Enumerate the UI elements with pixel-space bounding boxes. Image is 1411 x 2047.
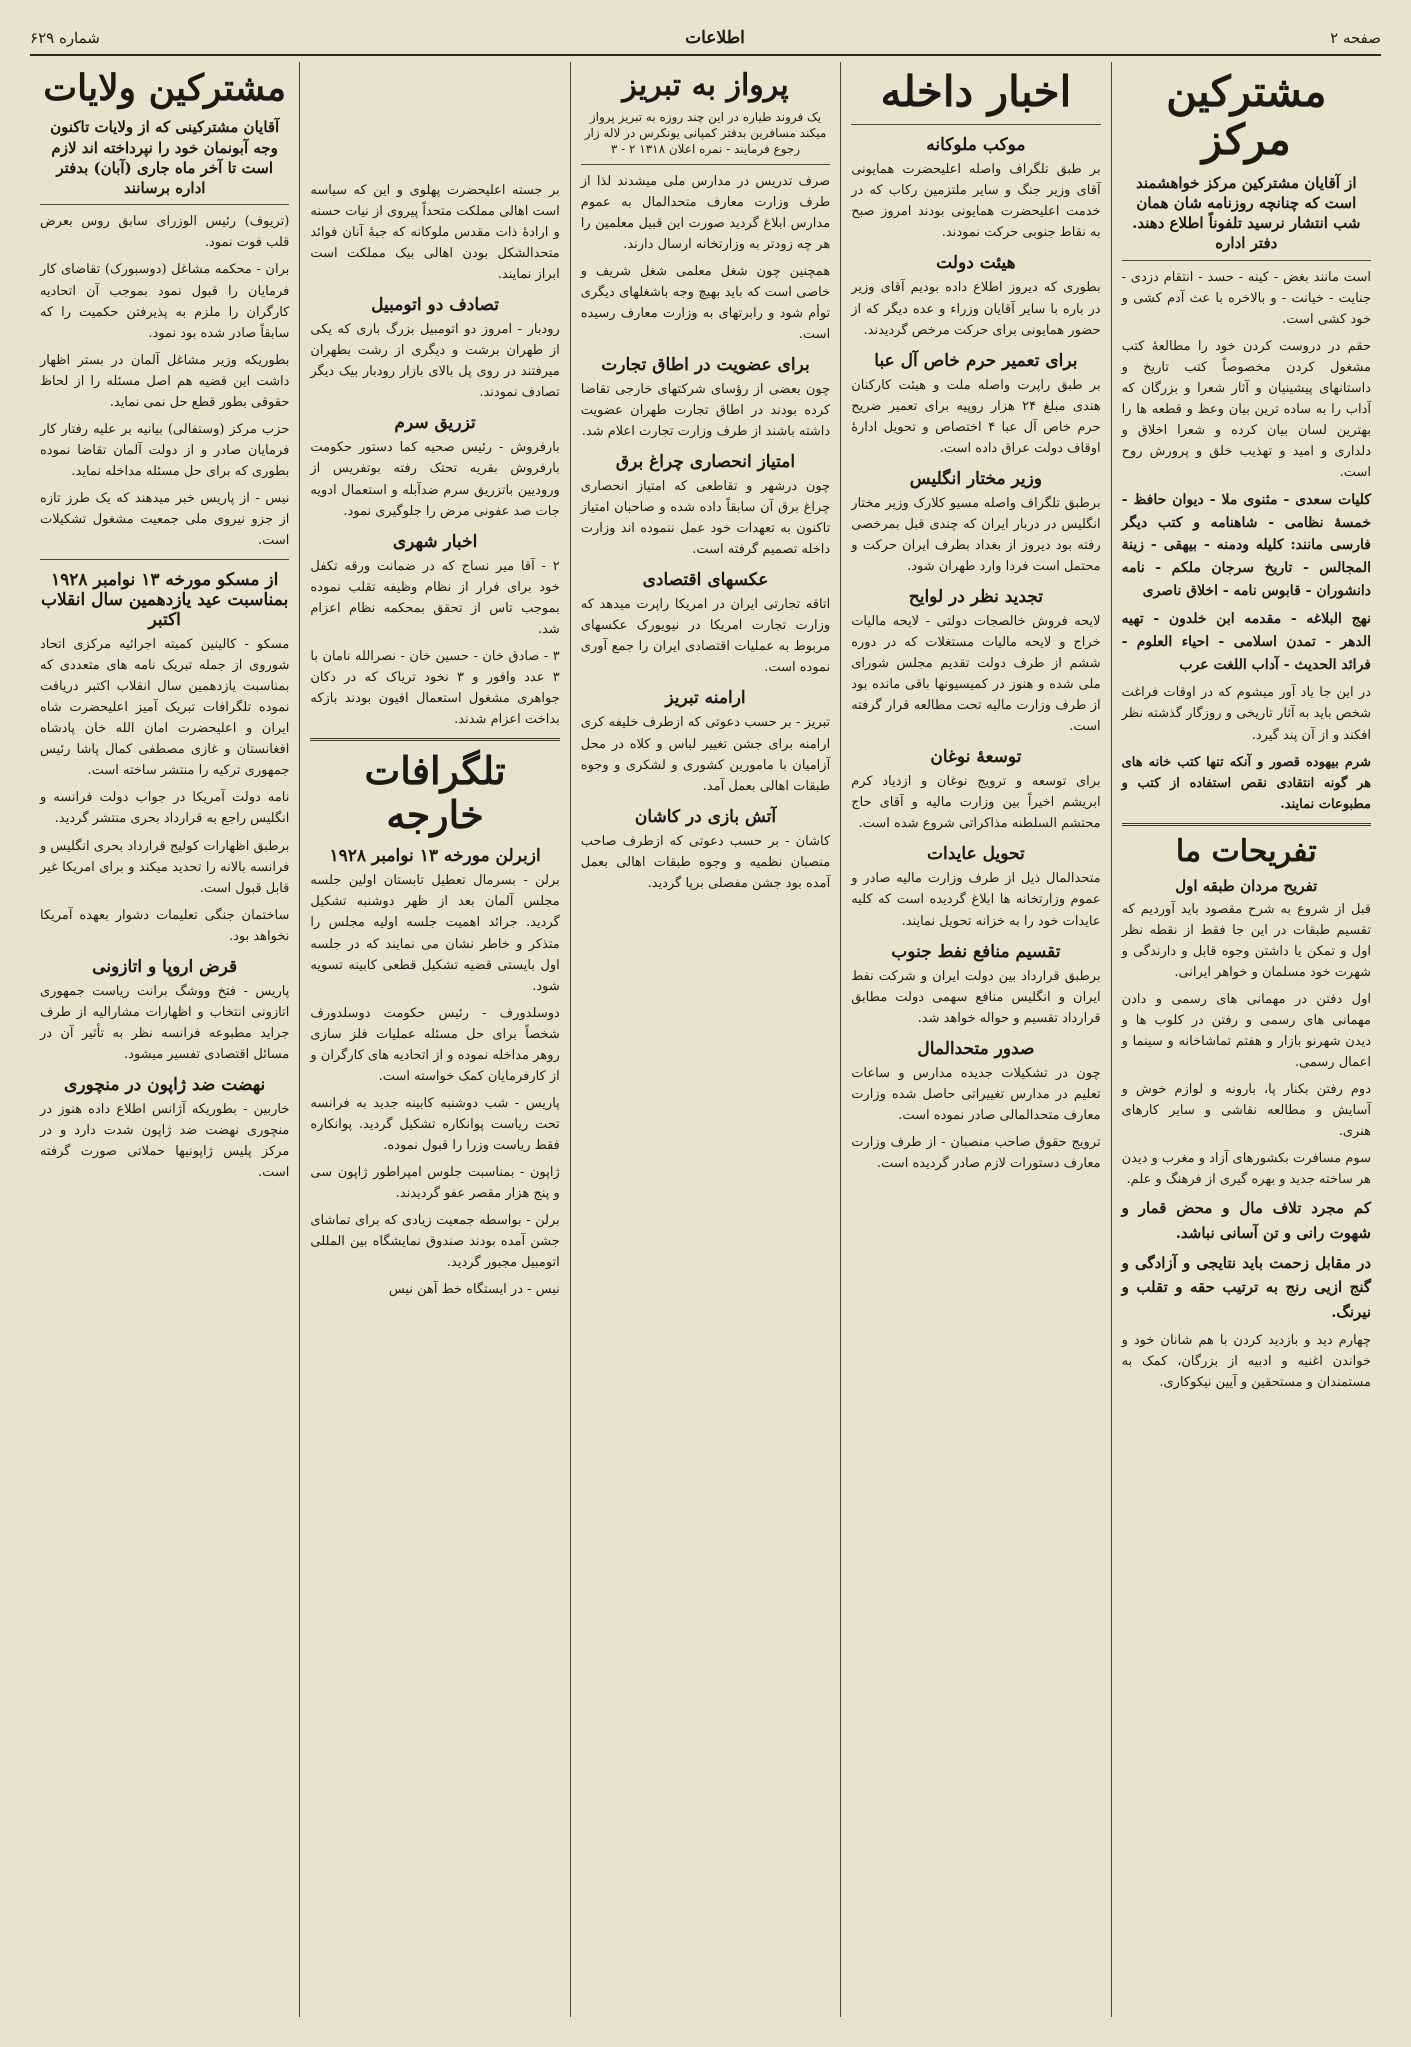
- subheading: برای تعمیر حرم خاص آل عبا: [874, 350, 1078, 371]
- article-paragraph: بارفروش - رئیس صحیه کما دستور حکومت بارفروش بقریه تحتک رفته بوتفریس از ورودیین باتزریق سرم ضدآبله و استعمال ادویه جات صد عفونی مرض را جلوگیری نمود.: [310, 440, 560, 519]
- article-paragraph: برای توسعه و ترویج نوغان و ازدیاد کرم ابریشم اخیراً بین وزارت مالیه و آقای حاج محتشم السلطنه مذاکراتی شروع شده است.: [851, 774, 1101, 832]
- article-paragraph: برلن - بسرمال تعطیل تابستان اولین جلسه مجلس آلمان بعد از ظهر دوشنبه تشکیل گردید. جرائد اهمیت جلسه اولیه مجلس را متذکر و خاطر نشان می نمایند که در جلسه اول بایستی قضیه تشکیل قطعی کابینه تسویه شود.: [310, 873, 560, 994]
- subheading: از مسکو مورخه ۱۳ نوامبر ۱۹۲۸ بمناسبت عید یازدهمین سال انقلاب اکتبر: [41, 570, 289, 631]
- article-paragraph: تبریز - بر حسب دعوتی که ازطرف خلیفه کری ارامنه برای جشن تغییر لباس و کلاه در محل آزامیان با مامورین کشوری و لشکری و وجوه طبقات اهالی بعمل آمد.: [580, 715, 831, 794]
- notice-central-subscribers: از آقایان مشترکین مرکز خواهشمند است که چنانچه روزنامه شان همان شب انتشار نرسید تلفوناً اطلاع دهند. دفتر اداره: [1122, 173, 1371, 261]
- article-paragraph: بطوری که دیروز اطلاع داده بودیم آقای وزیر در باره با سایر آقایان وزراء و عده دیگر که از حضور همایونی برای حرکت مرخص گردیدند.: [851, 280, 1101, 338]
- divider: [1122, 823, 1371, 826]
- article-paragraph: حزب مرکز (وستفالی) بیانیه بر علیه رفتار کار فرمایان صادر و از دولت آلمان تقاضا نموده بطوری که برای حل مسئله مداخله نماید.: [39, 421, 290, 479]
- article-paragraph: چون درشهر و تقاطعی که امتیاز انحصاری چراغ برق آن سابقاً داده شده و صاحبان امتیاز تاکنون به تعهدات خود عمل ننموده اند وزارت داخله تصمیم گرفته است.: [580, 479, 831, 558]
- subheading: موکب ملوکانه: [926, 135, 1026, 156]
- article-paragraph: لایحه فروش خالصجات دولتی - لایحه مالیات خراج و لایحه مالیات مستغلات که در دوره ششم از طرف دولت تقدیم مجلس شورای ملی شده و هنوز در کمیسیونها باقی مانده بود از طرف وزارت مالیه تحت مطالعه قرار گرفته است.: [851, 614, 1101, 735]
- article-paragraph: نیس - در ایستگاه خط آهن نیس: [388, 1282, 560, 1298]
- article-paragraph: اول دفتن در مهمانی های رسمی و دادن مهمانی های رسمی و رفتن در کلوب ها و دیدن شهرنو بازار و هفتم تماشاخانه و سینما و اعمال رسمی.: [1121, 991, 1371, 1071]
- article-paragraph: بطوریکه وزیر مشاغل آلمان در بستر اظهار داشت این قضیه هم اصل مسئله را از لحاظ حقوقی بطور قطع حل نمی نماید.: [39, 352, 290, 410]
- article-paragraph: چهارم دید و بازدید کردن با هم شانان خود و خواندن اغنیه و ادبیه از بزرگان، کمک به مستمندان و مستحقین و آیین نیکوکاری.: [1121, 1332, 1371, 1390]
- column-1: [1111, 62, 1381, 2017]
- subheading: ارامنه تبریز: [665, 688, 746, 709]
- article-paragraph: بر طبق تلگراف واصله اعلیحضرت همایونی آقای وزیر جنگ و سایر ملتزمین رکاب که در خدمت اعلیحضرت همایونی بودند امروز صبح به نقاط جنوبی حرکت نمودند.: [851, 162, 1101, 241]
- article-paragraph: مسکو - کالینین کمیته اجرائیه مرکزی اتحاد شوروی از جمله تبریک نامه های متعددی که بمناسبت یازدهمین سال انقلاب اکتبر دریافت نموده تلگرافات تبریک آمیز اعلیحضرت شاه ایران و اعلیحضرت امان الله خان پادشاه افغانستان و غازی مصطفی کمال پاشا رئیس جمهوری ترکیه را منتشر ساخته است.: [39, 637, 290, 779]
- article-paragraph: نیس - از پاریس خبر میدهند که یک طرز تازه از جزو نیروی ملی جمعیت مشغول تشکیلات است.: [39, 490, 290, 549]
- notice-provincial-subscribers: آقایان مشترکینی که از ولایات تاکنون وجه آبونمان خود را نپرداخته اند لازم است تا آخر ماه جاری (آبان) بدفتر اداره برسانند: [40, 117, 289, 205]
- masthead: [30, 22, 1381, 56]
- divider: [851, 124, 1100, 125]
- book-list: نهج البلاغه - مقدمه ابن خلدون - تهیه الدهر - تمدن اسلامی - احیاء العلوم - فرائد الحدیث - آداب اللغت عرب: [1121, 611, 1371, 673]
- article-paragraph: ترویج حقوق صاحب منصبان - از طرف وزارت معارف دستورات لازم صادر گردیده است.: [851, 1134, 1101, 1171]
- article-paragraph: قبل از شروع به شرح مقصود باید آوردیم که تقسیم طبقات در این جا فقط از نقطه نظر اول و تمکن یا داشتن وجوه قابل و دارندگی و شهرت خود مسلمان و خواهر ایرانی.: [1121, 901, 1371, 980]
- divider: [40, 559, 289, 560]
- column-3: [570, 62, 840, 2017]
- article-paragraph: برطبق اظهارات کولیج قرارداد بحری انگلیس و فرانسه بالانه را تحدید میکند و برای امریکا غیر قابل قبول است.: [39, 838, 290, 896]
- article-paragraph: حقم در دروست کردن خود را مطالعهٔ کتب مشغول کردن مخصوصاً کتب تاریخ و داستانهای پیشینیان و آثار شعرا و بزرگان که آداب را به ساده ترین بیان وعظ و قطعه ها را بهترین لسان بیان کرده و شعرا اخلاق و دلداری و امید و تهذیب خلق و پرورش روح است.: [1121, 338, 1371, 481]
- subheading: تقسیم منافع نفط جنوب: [891, 941, 1061, 962]
- article-paragraph: برلن - بواسطه جمعیت زیادی که برای تماشای جشن آمده بودند صندوق نمایشگاه بین المللی اتومبیل مجبور گردید.: [310, 1213, 560, 1271]
- subheading: هیئت دولت: [936, 253, 1016, 274]
- article-paragraph: همچنین چون شغل معلمی شغل شریف و خاصی است که باید بهیچ وجه باشغلهای دیگری توأم شود و رابرتهای به وزارت معارف رسیده است.: [580, 263, 831, 342]
- article-paragraph: نامه دولت آمریکا در جواب دولت فرانسه و انگلیس راجع به قرارداد بحری منتشر گردید.: [39, 790, 290, 827]
- headline-foreign-telegrams: تلگرافات خارجه: [364, 747, 506, 837]
- paper-name: اطلاعات: [685, 28, 745, 48]
- subheading: تحویل عایدات: [927, 844, 1025, 865]
- headline-provincial-subscribers: مشترکین ولایات: [43, 67, 287, 109]
- article-paragraph: بر طبق راپرت واصله ملت و هیئت کارکنان هندی مبلغ ۲۴ هزار روپیه برای تعمیر ضریح حرم خاص آل عبا ۴ اختصاص و تحویل ادارهٔ اوقاف دولت عراق داده است.: [851, 377, 1101, 456]
- article-paragraph: ۲ - آقا میر نساج که در ضمانت ورقه تکفل خود برای فرار از نظام وظیفه تقلب نموده بموجب تاس از تحقق بمحکمه نظام اعزام شد.: [310, 558, 560, 637]
- subheading: تفریح مردان طبقه اول: [1175, 876, 1318, 895]
- article-paragraph: بران - محکمه مشاغل (دوسبورک) تقاضای کار فرمایان را قبول نمود بموجب آن اتحادیه کارگران را ملزم به پذیرفتن حکمیت را که سابقاً صادر شده بود نمود.: [39, 262, 290, 341]
- article-paragraph: رودبار - امروز دو اتومبیل بزرگ باری که یکی از طهران برشت و دیگری از رشت بطهران میرفتند در روی پل بالای بازار رودبار بیک دیگر تصادف نمودند.: [310, 322, 560, 401]
- article-paragraph: دوم رفتن بکنار پا، بارونه و لوازم خوش و آسایش و مطالعه نقاشی و سایر کارهای هنری.: [1121, 1082, 1371, 1140]
- column-2: [840, 62, 1110, 2017]
- page-number: صفحه ۲: [1330, 29, 1381, 47]
- article-paragraph: برطبق قرارداد بین دولت ایران و شرکت نفط ایران و انگلیس منافع سهمی دولت مطابق قرارداد تقسیم و حواله خواهد شد.: [851, 968, 1101, 1026]
- book-list: کلیات سعدی - مثنوی ملا - دیوان حافظ - خمسهٔ نظامی - شاهنامه و کتب دیگر فارسی مانند: کلیله ودمنه - بیهقی - زینة المجالس - تاریخ سرجان ملکم - نامه دانشوران - قابوس نامه - اخلاق ناصری: [1121, 492, 1371, 599]
- article-paragraph: ساختمان جنگی تعلیمات دشوار بعهده آمریکا نخواهد بود.: [39, 907, 290, 944]
- divider: [310, 738, 559, 741]
- subheading: ازبرلن مورخه ۱۳ نوامبر ۱۹۲۸: [329, 846, 541, 867]
- column-5: [30, 62, 299, 2017]
- columns: [30, 62, 1381, 2017]
- subheading: تزریق سرم: [394, 413, 476, 434]
- subheading: توسعهٔ نوغان: [930, 747, 1022, 768]
- subheading: آتش بازی در کاشان: [634, 806, 777, 827]
- article-paragraph: پاریس - فتخ ووشگ برانت ریاست جمهوری اتازونی انتخاب و اظهارات مشارالیه از طرف جراید مطبوعه فرانسه نظر به تأثیر آن در مسائل اقتصادی تفسیر میشود.: [39, 983, 290, 1062]
- headline-central-subscribers: مشترکین مرکز: [1166, 67, 1327, 165]
- article-paragraph: دوسلدورف - رئیس حکومت دوسلدورف شخصاً برای حل مسئله عملیات فلز سازی روهر مداخله نموده و از اتحادیه های کارگران و از کارفرمایان کمک خواسته است.: [310, 1005, 560, 1084]
- article-paragraph: ۳ - صادق خان - حسین خان - نصرالله نامان با ۳ عدد وافور و ۳ نخود تریاک که در دکان جواهری مشغول استعمال افیون بودند بازکه بداخت اعزام شدند.: [310, 648, 560, 727]
- article-paragraph: (تریوف) رئیس الوزرای سابق روس بعرض قلب فوت نمود.: [39, 214, 290, 251]
- subheading: اخبار شهری: [392, 531, 478, 552]
- article-paragraph: ژاپون - بمناسبت جلوس امپراطور ژاپون سی و پنج هزار مقصر عفو گردیدند.: [310, 1164, 560, 1202]
- headline-domestic-news: اخبار داخله: [880, 67, 1072, 116]
- article-paragraph: سوم مسافرت بکشورهای آزاد و مغرب و دیدن هر ساخته جدید و بهره گیری از فرهنگ و علم.: [1121, 1151, 1371, 1188]
- article-paragraph: در مقابل زحمت باید نتایجی و آزادگی و گنج ازیی رنج به ترتیب حقه و تقلب و نیرنگ.: [1121, 1253, 1371, 1321]
- issue-number: شماره ۶۲۹: [30, 29, 100, 47]
- article-paragraph: شرم بیهوده قصور و آنکه تنها کتب خانه های هر گونه انتقادی نقص استفاده از کتب و مطبوعات نمایند.: [1121, 754, 1371, 812]
- headline-our-entertainment: تفریحات ما: [1175, 833, 1317, 869]
- article-paragraph: کاشان - بر حسب دعوتی که ازطرف صاحب منصبان نظمیه و وجوه طبقات اهالی بعمل آمده بود جشن مفصلی برپا گردید.: [580, 833, 831, 891]
- subheading: نهضت ضد ژاپون در منچوری: [64, 1074, 266, 1095]
- article-paragraph: خاربین - بطوریکه آژانس اطلاع داده هنوز در منچوری نهضت ضد ژاپون شدت دارد و در مرکز پلیس ژاپونیها حملاتی صورت گرفته است.: [39, 1101, 290, 1181]
- subheading: امتیاز انحصاری چراغ برق: [615, 452, 796, 473]
- article-paragraph: چون در تشکیلات جدیده مدارس و ساعات تعلیم در مدارس تغییراتی حاصل شده وزارت معارف متحدالمالی صادر نموده است.: [851, 1065, 1101, 1123]
- article-paragraph: چون بعضی از رؤسای شرکتهای خارجی تقاضا کرده بودند در اطاق تجارت طهران عضویت داشته باشند از طرف وزارت تجارت اعلام شد.: [580, 381, 831, 440]
- article-paragraph: پاریس - شب دوشنبه کابینه جدید به فرانسه تحت ریاست پوانکاره تشکیل گردید. پوانکاره فقط ریاست وزرا را قبول نموده.: [310, 1095, 560, 1153]
- article-paragraph: صرف تدریس در مدارس ملی میشدند لذا از طرف وزارت معارف متحدالمال به عموم مدارس ابلاغ گردید صورت این قبیل معلمین را هر چه زودتر به وزارتخانه ارسال دارند.: [580, 173, 831, 252]
- article-paragraph: بر جسته اعلیحضرت پهلوی و این که سیاسه است اهالی مملکت متحداً پیروی از نیات حسنه و ارادهٔ ذات مقدس ملوکانه که جبهٔ آنان فوائد متحدالشکل بودن اهالی بیک مملکت است ابراز نمایند.: [310, 183, 560, 283]
- subheading: قرض اروپا و اتازونی: [92, 956, 238, 977]
- subheading: وزیر مختار انگلیس: [909, 468, 1043, 489]
- spacer-under-banner: [310, 62, 559, 180]
- article-paragraph: اتاقه تجارتی ایران در امریکا راپرت میدهد که وزارت تجارت امریکا در نیویورک عکسهای مربوط به عملیات اقتصادی ایران را جمع آوری نموده است.: [580, 597, 831, 676]
- column-4: [299, 62, 569, 2017]
- headline-flight-to-tabriz: پرواز به تبریز: [622, 68, 789, 103]
- notice-flight: یک فروند طیاره در این چند روزه به تبریز پرواز میکند مسافرین بدفتر کمپانی یونکرس در لاله زار رجوع فرمایند - نمره اعلان ۱۳۱۸ ۲ - ۳: [581, 109, 830, 165]
- subheading: عکسهای اقتصادی: [642, 570, 769, 591]
- subheading: تصادف دو اتومبیل: [371, 295, 500, 316]
- article-paragraph: برطبق تلگراف واصله مسیو کلارک وزیر مختار انگلیس در دربار ایران که چندی قبل بمرخصی رفته بود دیروز از بغداد بطرف ایران حرکت و محتمل است فردا وارد طهران شود.: [851, 495, 1101, 574]
- article-paragraph: متحدالمال ذیل از طرف وزارت مالیه صادر و عموم وزارتخانه ها ابلاغ گردیده است که کلیه عایدات خود را به خزانه تحویل نمایند.: [851, 871, 1101, 929]
- article-paragraph: در این جا یاد آور میشوم که در اوقات فراغت شخص باید به آثار تاریخی و روزگار گذشته نظر افکند و از آن پند گیرد.: [1121, 685, 1371, 743]
- article-paragraph: کم مجرد تلاف مال و محض قمار و شهوت رانی و تن آسانی نباشد.: [1121, 1199, 1371, 1242]
- subheading: برای عضویت در اطاق تجارت: [601, 354, 810, 375]
- subheading: صدور متحدالمال: [917, 1038, 1035, 1059]
- subheading: تجدید نظر در لوایح: [908, 587, 1044, 607]
- article-paragraph: است مانند بغض - کینه - حسد - انتقام دزدی - جنایت - خیانت - و بالاخره با عث آدم کشی و خود کشی است.: [1121, 269, 1371, 327]
